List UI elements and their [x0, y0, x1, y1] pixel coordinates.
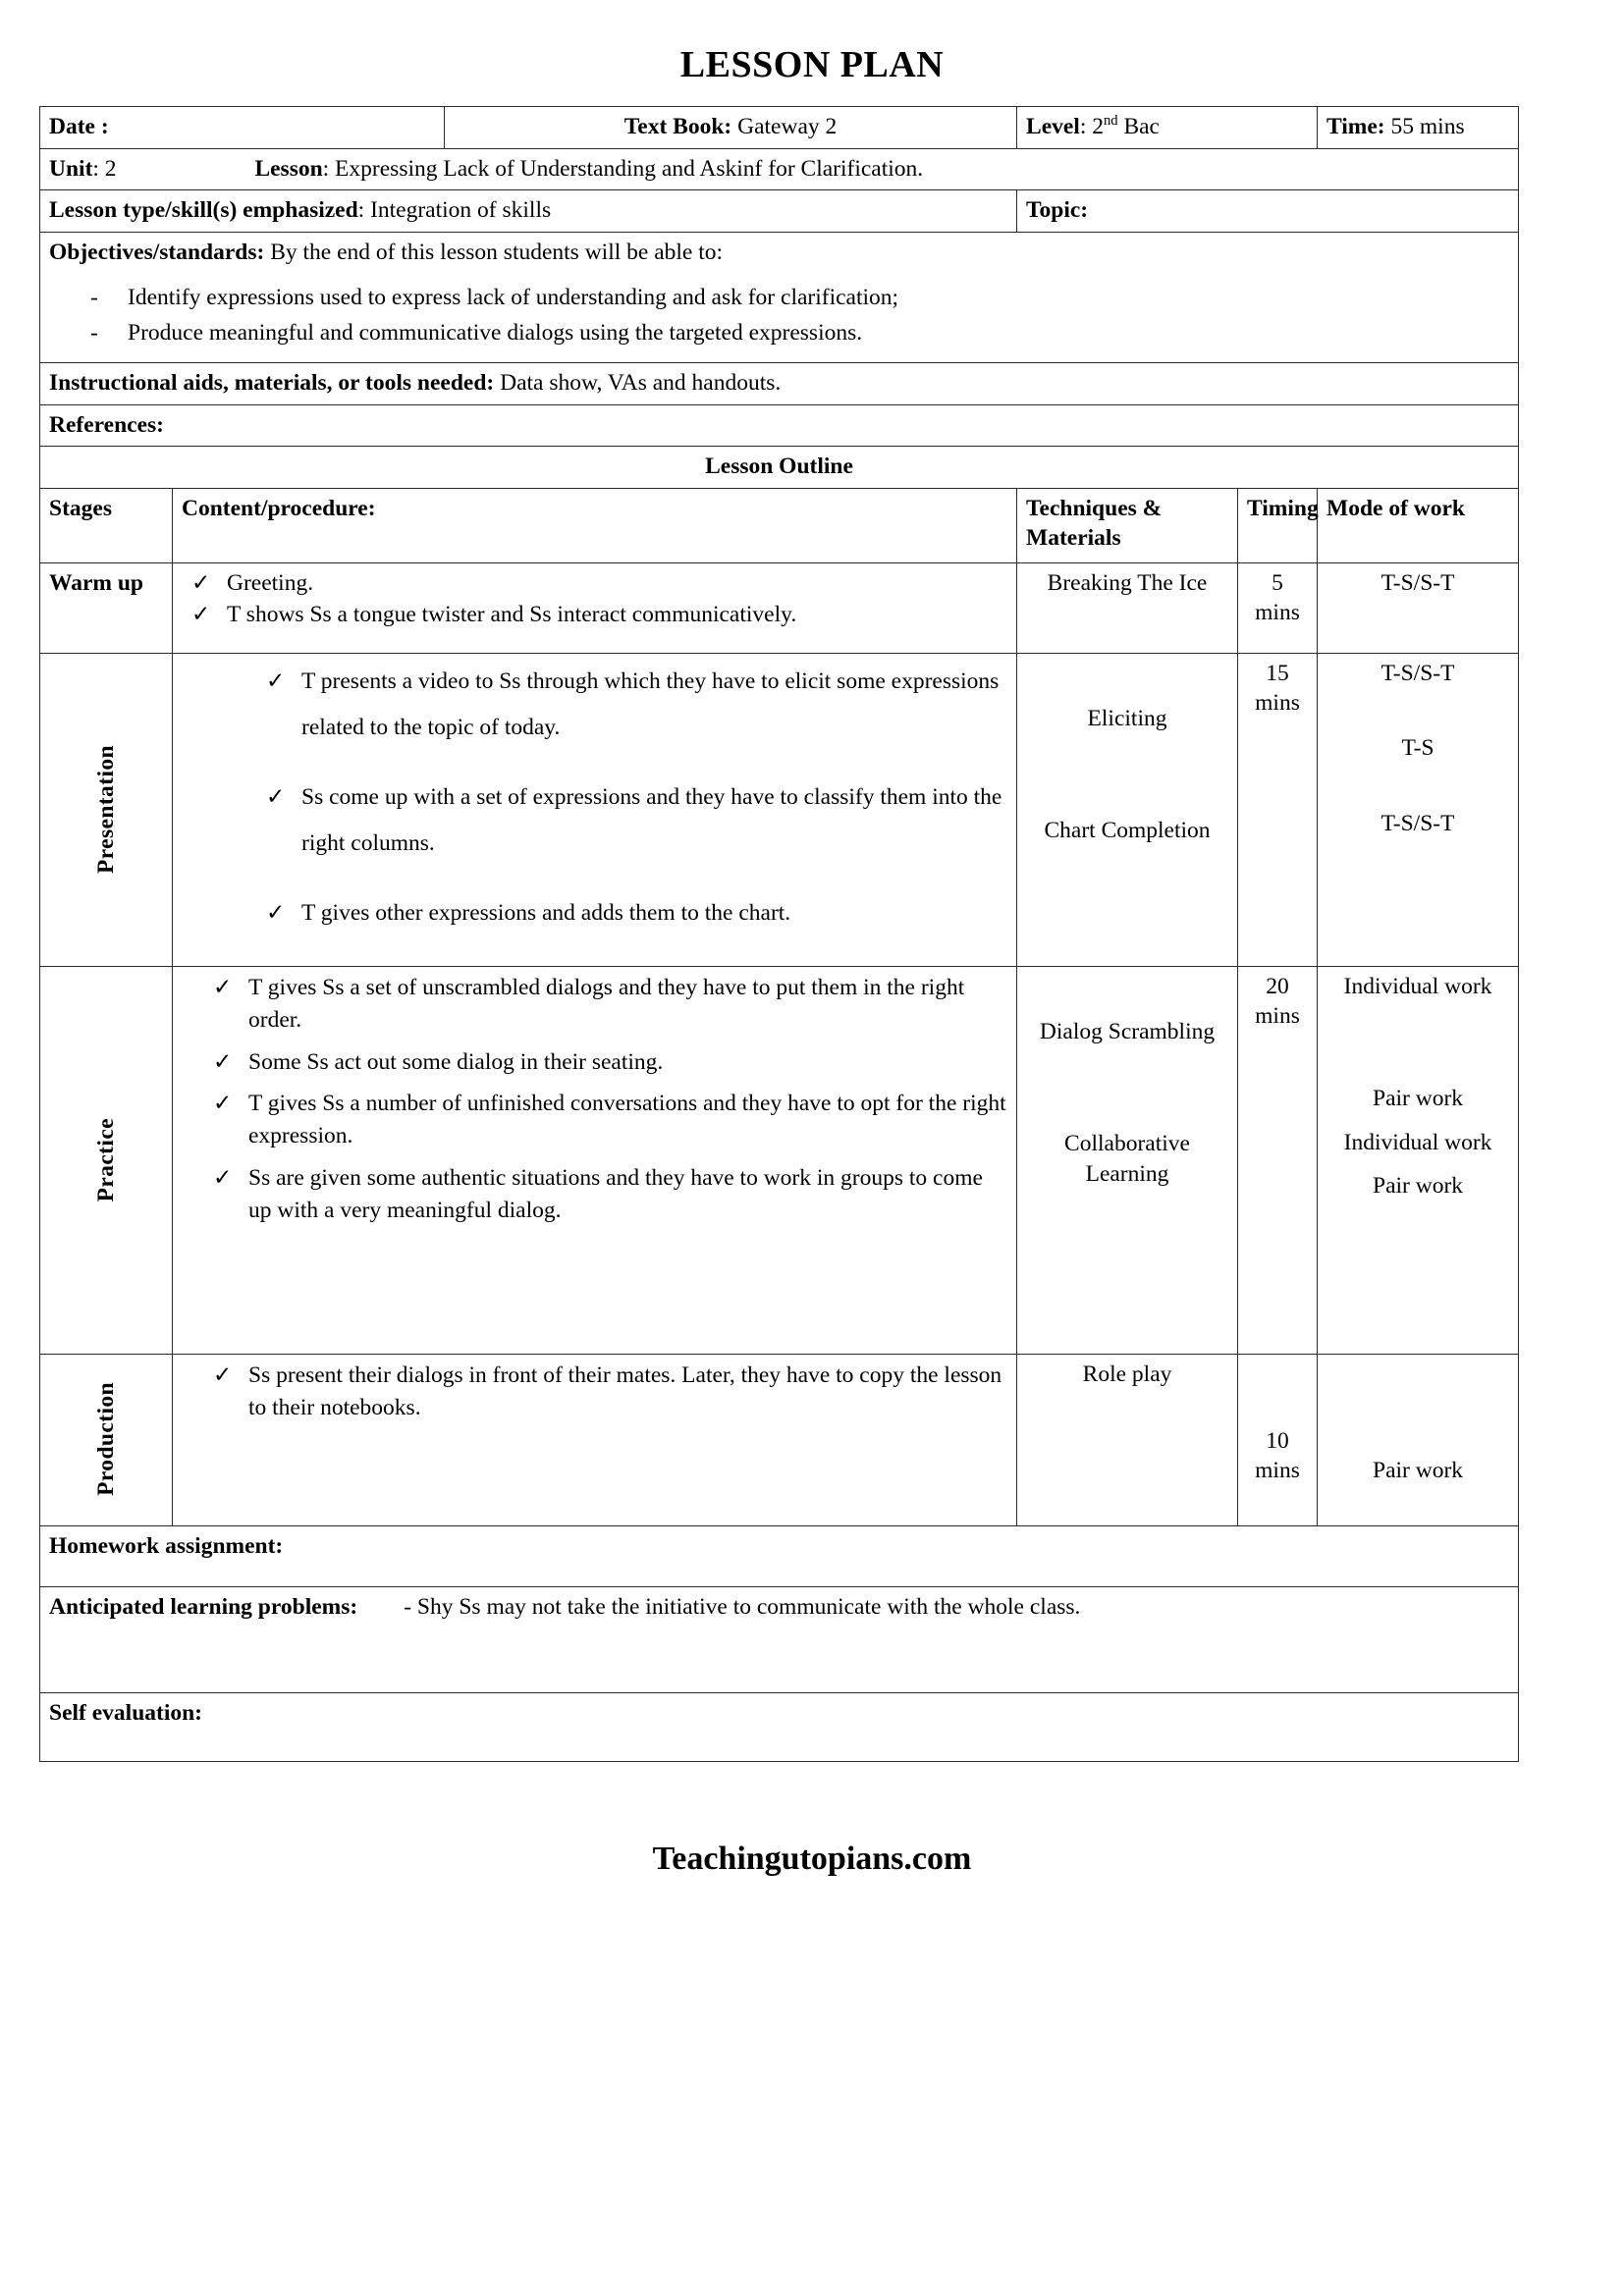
references-label: References: [49, 411, 164, 438]
col-header-techniques-label: Techniques & Materials [1026, 495, 1163, 552]
col-header-timing [1238, 488, 1318, 562]
level-value: 2 [1092, 114, 1104, 139]
stage-label-warm-up: Warm up [49, 569, 143, 596]
list-item [203, 1046, 1007, 1079]
stage-label-practice: Practice [92, 1117, 119, 1201]
self-eval-cell[interactable] [40, 1692, 1519, 1761]
homework-row [40, 1525, 1519, 1586]
list-item [90, 283, 1509, 313]
stage-cell-presentation [40, 653, 173, 966]
time-value: 55 mins [1390, 114, 1465, 139]
mode-cell-production [1318, 1354, 1519, 1525]
time-cell[interactable] [1318, 107, 1519, 149]
topic-cell[interactable] [1017, 190, 1519, 233]
problems-cell[interactable] [40, 1586, 1519, 1692]
list-item [182, 600, 1007, 630]
objectives-list [49, 283, 1509, 348]
table-row [40, 966, 1519, 1354]
stage-cell-practice [40, 966, 173, 1354]
textbook-value-text: Gateway 2 [737, 114, 838, 139]
technique-text: Dialog Scrambling [1039, 1018, 1216, 1044]
col-header-mode [1318, 488, 1519, 562]
time-label: Time: [1326, 114, 1385, 139]
list-item [256, 890, 1007, 936]
mode-text: Pair work [1373, 1458, 1464, 1484]
timing-text: 5 mins [1255, 569, 1300, 626]
table-row [40, 562, 1519, 653]
col-header-timing-label: Timing [1247, 495, 1319, 521]
procedure-text: T gives Ss a set of unscrambled dialogs and they have to put them in the right order. [248, 974, 965, 1034]
techniques-cell-practice [1017, 966, 1238, 1354]
topic-label: Topic: [1026, 197, 1089, 224]
col-header-stages [40, 488, 173, 562]
mode-cell-presentation [1318, 653, 1519, 966]
stage-label-production: Production [92, 1382, 119, 1497]
outline-banner-row [40, 447, 1519, 489]
lesson-label: Lesson [254, 155, 323, 182]
mode-cell-warm-up [1318, 562, 1519, 653]
site-footer: Teachingutopians.com [652, 1840, 972, 1877]
mode-text: T-S/S-T [1380, 569, 1455, 596]
col-header-stages-label: Stages [49, 495, 112, 521]
problems-row [40, 1586, 1519, 1692]
procedure-text: T gives Ss a number of unfinished conversations and they have to opt for the right expression. [248, 1090, 1006, 1149]
checkmark-icon: ✓ [266, 667, 286, 693]
unit-lesson-cell[interactable] [40, 148, 1519, 190]
aids-value: Data show, VAs and handouts. [494, 370, 782, 397]
col-header-content [173, 488, 1017, 562]
header-row-lessontype [40, 190, 1519, 233]
technique-text: Eliciting [1087, 705, 1167, 731]
mode-text: Pair work [1373, 1173, 1464, 1200]
header-row-unit [40, 148, 1519, 190]
lesson-value: : Expressing Lack of Understanding and Askinf for Clarification. [322, 155, 924, 182]
page-title: LESSON PLAN [679, 44, 945, 85]
list-item [203, 1360, 1007, 1425]
homework-cell[interactable] [40, 1525, 1519, 1586]
procedure-list [182, 659, 1007, 936]
col-header-mode-label: Mode of work [1326, 495, 1465, 521]
techniques-cell-presentation [1017, 653, 1238, 966]
unit-label: Unit [49, 155, 93, 182]
procedure-list [182, 972, 1007, 1228]
checkmark-icon: ✓ [213, 1164, 233, 1190]
technique-text: Collaborative Learning [1064, 1131, 1190, 1187]
lesson-type-cell[interactable] [40, 190, 1017, 233]
mode-text: Pair work [1373, 1086, 1464, 1112]
unit-value: : 2 [92, 155, 117, 182]
timing-text: 15 mins [1255, 660, 1300, 717]
procedure-text: Greeting. [227, 569, 314, 596]
header-row-date [40, 107, 1519, 149]
level-cell[interactable]: Level: 2nd Bac [1017, 107, 1318, 149]
mode-text: Individual work [1343, 1129, 1492, 1155]
objectives-row [40, 232, 1519, 363]
techniques-cell-warm-up [1017, 562, 1238, 653]
dash-bullet-icon: - [90, 285, 98, 311]
mode-text: Individual work [1343, 973, 1492, 999]
timing-cell-production [1238, 1354, 1318, 1525]
timing-cell-warm-up [1238, 562, 1318, 653]
procedure-text: Some Ss act out some dialog in their seating. [248, 1048, 664, 1075]
checkmark-icon: ✓ [266, 783, 286, 809]
stage-label-presentation: Presentation [92, 744, 119, 874]
timing-cell-practice [1238, 966, 1318, 1354]
timing-text: 10 mins [1255, 1427, 1300, 1484]
col-header-techniques [1017, 488, 1238, 562]
list-item [256, 659, 1007, 751]
level-value-suffix: Bac [1117, 114, 1160, 139]
table-row [40, 1354, 1519, 1525]
outline-banner-label: Lesson Outline [705, 454, 853, 480]
objectives-intro: By the end of this lesson students will be able to: [264, 239, 724, 265]
timing-cell-presentation [1238, 653, 1318, 966]
checkmark-icon: ✓ [266, 899, 286, 925]
technique-text: Breaking The Ice [1047, 569, 1208, 596]
homework-label: Homework assignment: [49, 1532, 284, 1559]
mode-text: T-S/S-T [1380, 660, 1455, 686]
procedure-text: T presents a video to Ss through which they have to elicit some expressions related to the topic of today. [301, 667, 1000, 740]
objectives-heading [49, 238, 1509, 284]
aids-cell[interactable] [40, 363, 1519, 405]
checkmark-icon: ✓ [213, 1362, 233, 1387]
content-cell-practice[interactable] [173, 966, 1017, 1354]
objective-text: Identify expressions used to express lack of understanding and ask for clarification; [128, 285, 899, 311]
textbook-label: Text Book: [623, 114, 732, 139]
level-label: Level [1026, 114, 1080, 139]
content-cell-presentation[interactable] [173, 653, 1017, 966]
table-row [40, 653, 1519, 966]
references-cell[interactable] [40, 404, 1519, 447]
objective-text: Produce meaningful and communicative dialogs using the targeted expressions. [128, 319, 863, 346]
textbook-cell[interactable] [445, 107, 1017, 149]
checkmark-icon: ✓ [213, 974, 233, 999]
mode-text: T-S [1401, 735, 1435, 762]
procedure-text: Ss come up with a set of expressions and they have to classify them into the right columns. [301, 783, 1002, 856]
lesson-plan-table [39, 106, 1519, 1762]
checkmark-icon: ✓ [213, 1048, 233, 1074]
timing-text: 20 mins [1255, 973, 1300, 1030]
technique-text: Chart Completion [1044, 818, 1211, 844]
self-eval-row [40, 1692, 1519, 1761]
stage-cell-production [40, 1354, 173, 1525]
outline-header-row [40, 488, 1519, 562]
aids-label: Instructional aids, materials, or tools needed: [49, 370, 495, 397]
objectives-cell[interactable] [40, 232, 1519, 363]
mode-cell-practice [1318, 966, 1519, 1354]
mode-text: T-S/S-T [1380, 810, 1455, 836]
checkmark-icon: ✓ [191, 569, 211, 595]
procedure-list [182, 1360, 1007, 1425]
stage-cell-warm-up [40, 562, 173, 653]
techniques-cell-production [1017, 1354, 1238, 1525]
list-item [256, 774, 1007, 867]
dash-bullet-icon: - [90, 319, 98, 346]
list-item [203, 1162, 1007, 1228]
list-item [90, 318, 1509, 348]
content-cell-warm-up[interactable] [173, 562, 1017, 653]
outline-banner-cell [40, 447, 1519, 489]
problems-label: Anticipated learning problems: [49, 1593, 358, 1620]
self-eval-label: Self evaluation: [49, 1699, 203, 1726]
aids-row [40, 363, 1519, 405]
checkmark-icon: ✓ [191, 602, 211, 627]
procedure-list [182, 568, 1007, 630]
problems-value: - Shy Ss may not take the initiative to communicate with the whole class. [357, 1593, 1081, 1620]
technique-text: Role play [1082, 1361, 1172, 1387]
objectives-label: Objectives/standards: [49, 239, 265, 265]
references-row [40, 404, 1519, 447]
checkmark-icon: ✓ [213, 1090, 233, 1115]
date-label: Date : [49, 114, 109, 139]
lesson-type-value: : Integration of skills [357, 197, 552, 224]
level-value-ordinal: nd [1104, 113, 1118, 130]
list-item [203, 972, 1007, 1038]
procedure-text: T gives other expressions and adds them to the chart. [301, 899, 791, 926]
date-cell[interactable] [40, 107, 445, 149]
lesson-type-label: Lesson type/skill(s) emphasized [49, 197, 358, 224]
procedure-text: Ss are given some authentic situations and they have to work in groups to come up with a very meaningful dialog. [248, 1164, 983, 1223]
col-header-content-label: Content/procedure: [182, 495, 376, 521]
list-item [203, 1088, 1007, 1153]
content-cell-production[interactable] [173, 1354, 1017, 1525]
procedure-text: Ss present their dialogs in front of their mates. Later, they have to copy the lesson to their notebooks. [248, 1362, 1002, 1421]
list-item [182, 568, 1007, 599]
procedure-text: T shows Ss a tongue twister and Ss interact communicatively. [227, 602, 797, 628]
